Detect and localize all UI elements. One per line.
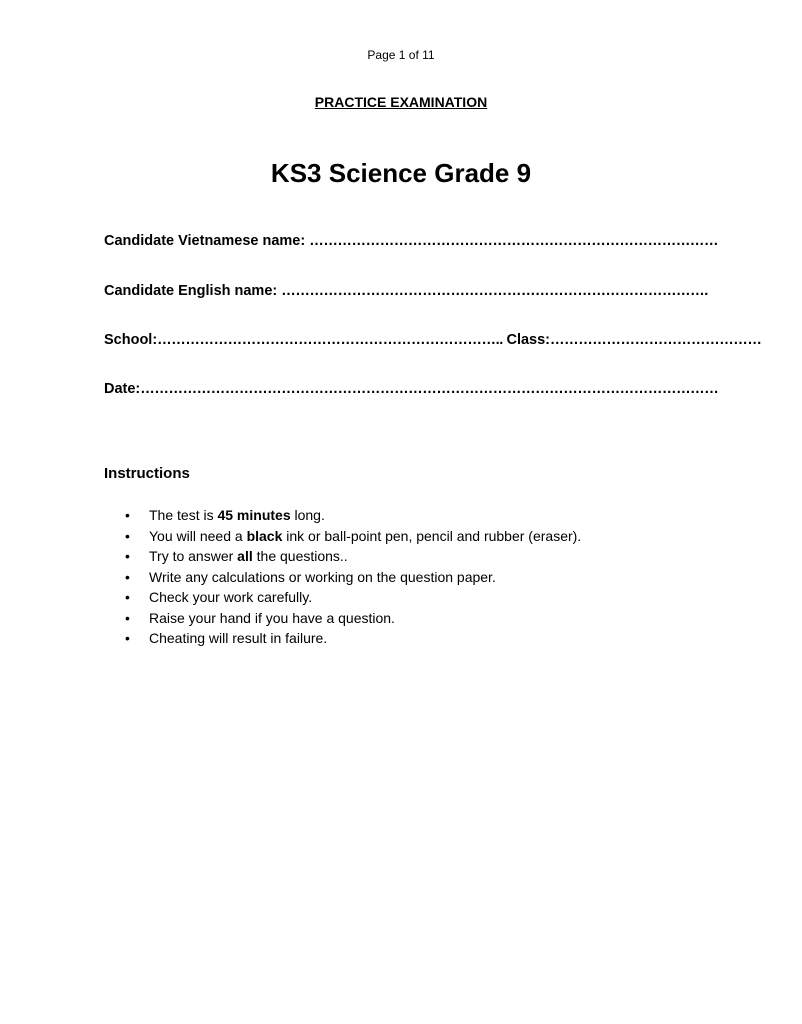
instruction-item xyxy=(104,587,581,608)
instruction-item xyxy=(104,628,581,649)
bullet-icon: • xyxy=(125,527,130,544)
instruction-text: Cheating will result in failure. xyxy=(149,630,328,646)
bullet-icon: • xyxy=(125,507,130,523)
instruction-text-end: long. xyxy=(290,507,325,523)
vietnamese-name-blank: …………………………………………………………………………… xyxy=(309,233,719,249)
school-class-field xyxy=(104,332,762,348)
date-field xyxy=(104,381,719,397)
page-number: Page 1 of 11 xyxy=(367,48,435,62)
instruction-text: Write any calculations or working on the question paper. xyxy=(149,568,496,585)
instruction-text: Check your work carefully. xyxy=(149,589,313,605)
instruction-item xyxy=(104,505,581,526)
school-blank: ……………………………………………………………….. xyxy=(157,332,507,348)
english-name-label: Candidate English name: xyxy=(104,283,282,299)
instructions-heading: Instructions xyxy=(104,465,190,482)
instruction-emphasis: 45 minutes xyxy=(217,507,291,523)
class-blank: ……………………………………… xyxy=(550,332,762,348)
instruction-item xyxy=(104,526,581,547)
instruction-text: You will need a xyxy=(149,527,247,544)
page-title: KS3 Science Grade 9 xyxy=(270,158,532,188)
bullet-icon: • xyxy=(125,630,130,646)
instruction-text: The test is xyxy=(149,507,218,523)
instruction-item xyxy=(104,546,581,567)
instruction-emphasis: black xyxy=(246,527,283,544)
vietnamese-name-field xyxy=(104,233,719,249)
class-label: Class: xyxy=(506,332,550,348)
date-blank: …………………………………………………………………………………………………………… xyxy=(140,381,719,397)
instructions-list xyxy=(104,505,581,649)
instruction-text-end: the questions.. xyxy=(252,548,348,564)
instruction-emphasis: all xyxy=(237,548,253,564)
english-name-blank: ………………………………………………………………………………. xyxy=(281,283,708,299)
instruction-text: Try to answer xyxy=(149,548,238,564)
bullet-icon: • xyxy=(125,568,130,585)
bullet-icon: • xyxy=(125,609,130,626)
english-name-field xyxy=(104,283,708,299)
instruction-item xyxy=(104,567,581,588)
instruction-text-end: ink or ball-point pen, pencil and rubber (eraser). xyxy=(282,527,582,544)
school-label: School: xyxy=(104,332,158,348)
bullet-icon: • xyxy=(125,589,130,605)
instruction-text: Raise your hand if you have a question. xyxy=(149,609,395,626)
bullet-icon: • xyxy=(125,548,130,564)
date-label: Date: xyxy=(104,381,141,397)
instruction-item xyxy=(104,608,581,629)
exam-type-label: PRACTICE EXAMINATION xyxy=(314,94,488,110)
vietnamese-name-label: Candidate Vietnamese name: xyxy=(104,233,310,249)
